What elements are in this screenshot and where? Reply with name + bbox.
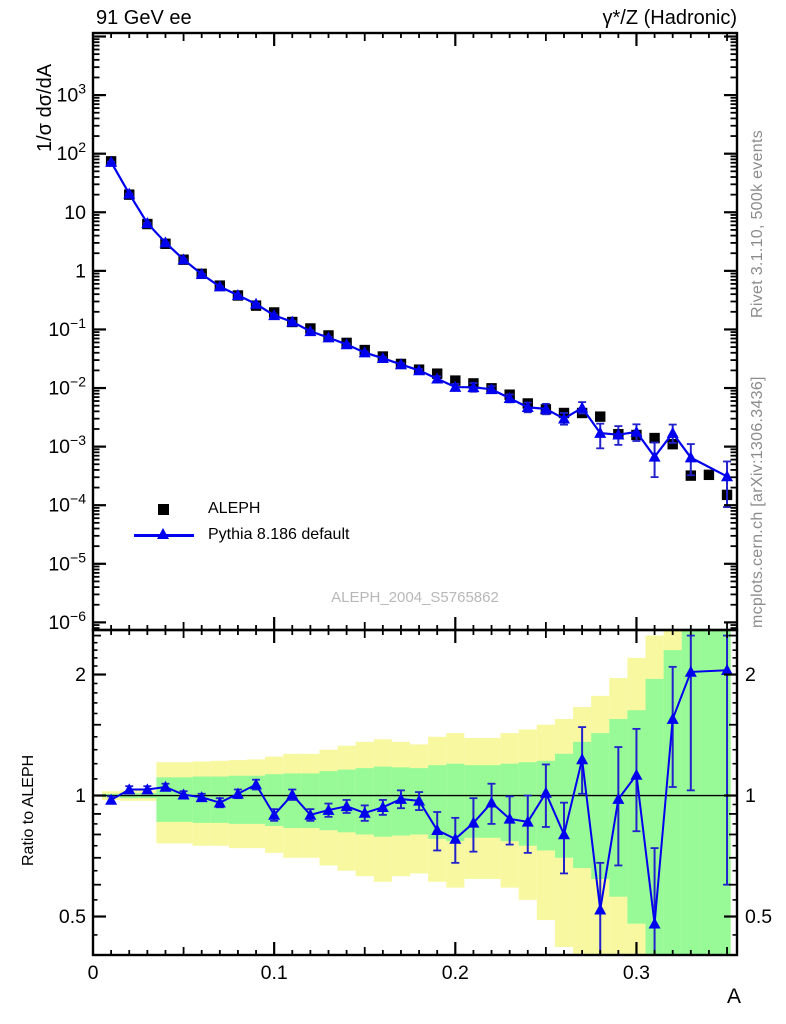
legend <box>132 496 349 548</box>
ratio-tick-label-right: 1 <box>745 785 756 808</box>
x-tick-label: 0.1 <box>260 962 288 984</box>
main-panel <box>105 156 733 507</box>
rivet-version-note: Rivet 3.1.10, 500k events <box>749 129 766 318</box>
plot-title-right: γ*/Z (Hadronic) <box>602 7 737 29</box>
y-main-tick-label: $10^3$ <box>56 80 86 107</box>
analysis-id-watermark: ALEPH_2004_S5765862 <box>331 589 499 606</box>
ratio-tick-label-right: 2 <box>745 664 756 687</box>
aleph-square-icon <box>132 500 196 518</box>
mc-error-bars <box>107 162 731 507</box>
x-axis-title: A <box>727 985 742 1008</box>
x-tick-label: 0.3 <box>622 962 651 984</box>
y-main-tick-label: $10^{-3}$ <box>48 432 86 459</box>
mc-markers <box>105 156 733 481</box>
ratio-tick-label-left: 0.5 <box>58 906 86 929</box>
y-axis-title-main: 1/σ dσ/dA <box>34 63 56 152</box>
y-main-tick-label: $10^{-5}$ <box>48 549 86 576</box>
y-main-tick-label: $10^2$ <box>56 139 86 166</box>
x-tick-label: 0 <box>87 962 99 984</box>
legend-item-aleph <box>132 496 349 522</box>
aleph-data-points <box>106 156 732 500</box>
y-axis-title-ratio: Ratio to ALEPH <box>20 754 37 866</box>
y-main-tick-label: $10^{-6}$ <box>48 607 86 634</box>
mcplots-reference-note: mcplots.cern.ch [arXiv:1306.3436] <box>749 376 766 628</box>
legend-label-pythia: Pythia 8.186 default <box>208 526 350 543</box>
y-main-tick-label: $10^{-4}$ <box>48 490 86 517</box>
ratio-tick-label-left: 1 <box>75 785 86 808</box>
y-main-tick-label: 1 <box>75 260 86 283</box>
y-main-tick-label: 10 <box>64 201 86 224</box>
legend-label-aleph: ALEPH <box>208 500 261 517</box>
y-main-tick-label: $10^{-1}$ <box>48 314 86 341</box>
plot-title-left: 91 GeV ee <box>96 7 192 29</box>
y-main-tick-label: $10^{-2}$ <box>48 373 86 400</box>
x-tick-label: 0.2 <box>441 962 469 984</box>
ratio-tick-label-left: 2 <box>75 664 86 687</box>
pythia-triangle-line-icon <box>132 526 196 544</box>
legend-item-pythia <box>132 522 349 548</box>
ratio-tick-label-right: 0.5 <box>745 906 773 929</box>
